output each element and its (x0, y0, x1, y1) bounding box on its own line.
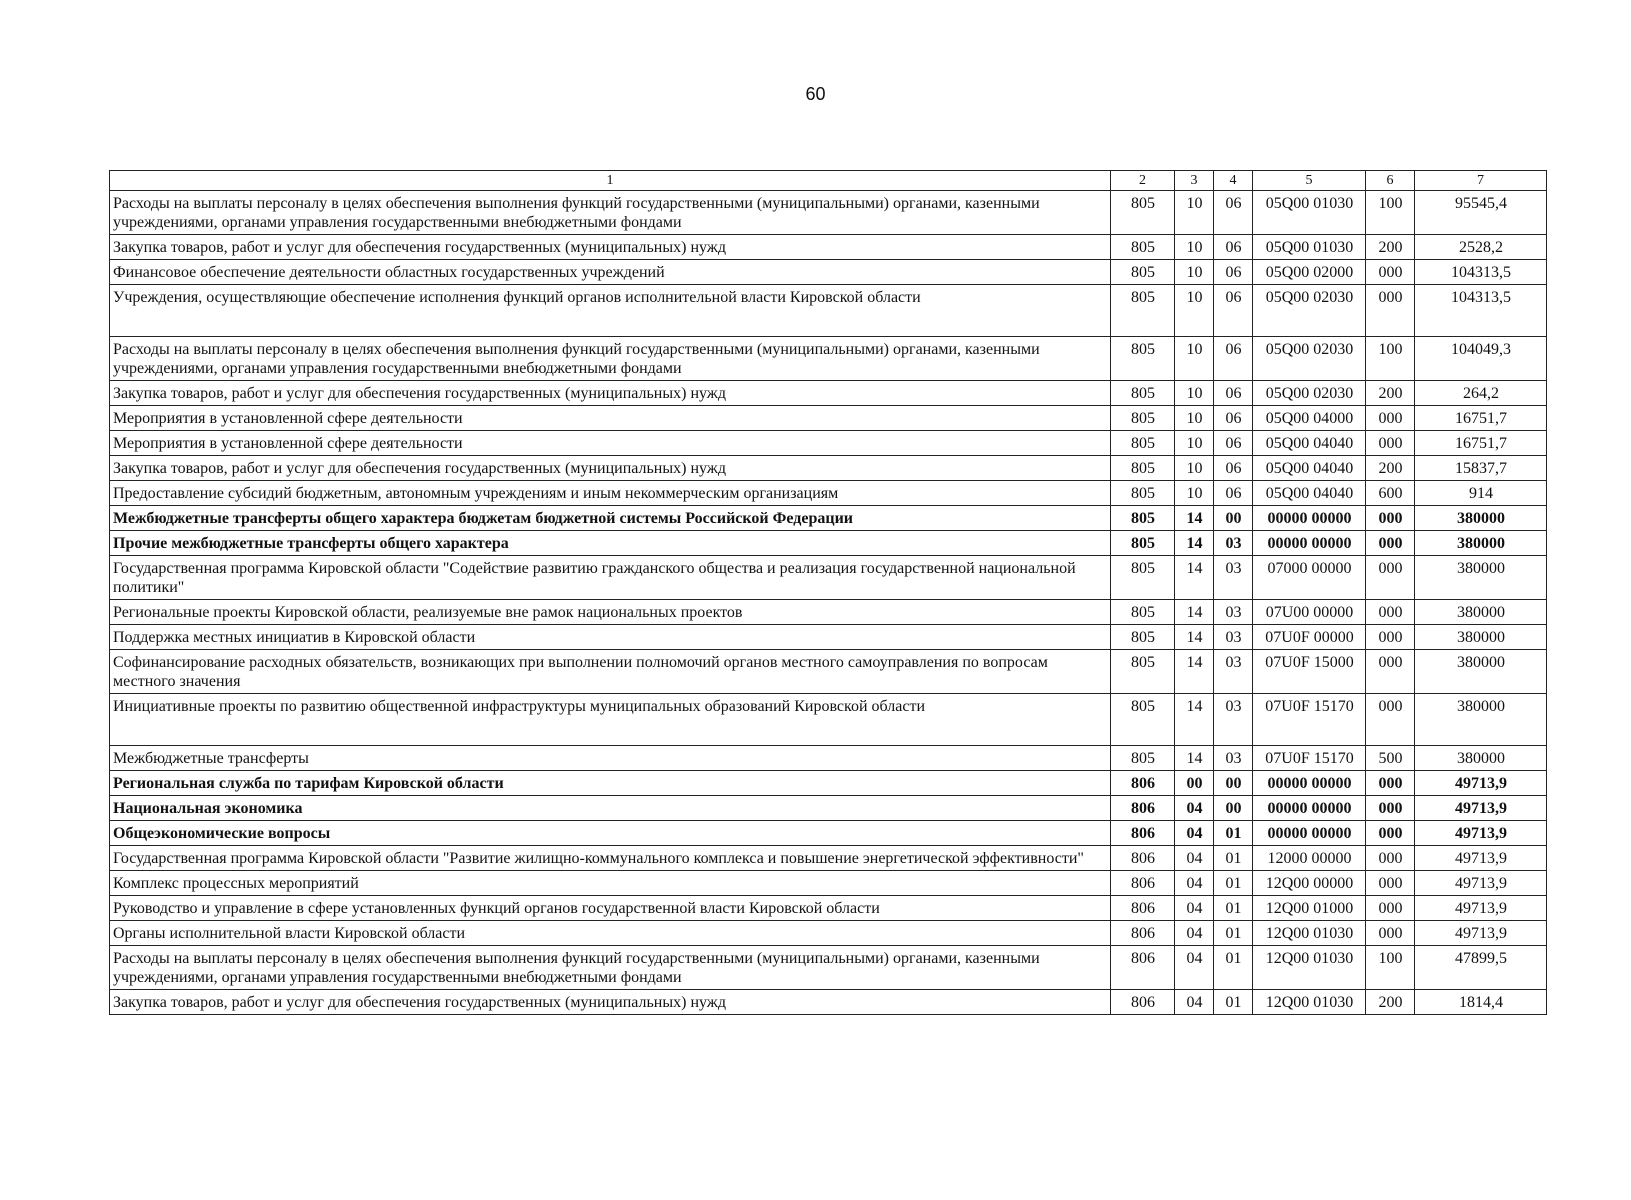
row-name-cell: Поддержка местных инициатив в Кировской области (110, 625, 1111, 650)
row-name-cell: Мероприятия в установленной сфере деятельности (110, 431, 1111, 456)
code-section-cell: 04 (1175, 846, 1214, 871)
row-name-cell: Предоставление субсидий бюджетным, автономным учреждениям и иным некоммерческим организациям (110, 481, 1111, 506)
amount-cell: 49713,9 (1415, 871, 1547, 896)
row-name-cell: Учреждения, осуществляющие обеспечение исполнения функций органов исполнительной власти Кировской области (110, 285, 1111, 337)
amount-cell: 264,2 (1415, 381, 1547, 406)
table-row (110, 746, 1547, 771)
code-section-cell: 10 (1175, 285, 1214, 337)
code-target-cell: 12Q00 01030 (1253, 946, 1366, 990)
code-subsection-cell: 03 (1214, 625, 1253, 650)
budget-table (109, 170, 1547, 1015)
code-subsection-cell: 06 (1214, 381, 1253, 406)
code-target-cell: 07000 00000 (1253, 556, 1366, 600)
amount-cell: 2528,2 (1415, 235, 1547, 260)
row-name-cell: Региональная служба по тарифам Кировской области (110, 771, 1111, 796)
page-number: 60 (805, 84, 826, 104)
code-subsection-cell: 03 (1214, 694, 1253, 746)
table-row (110, 821, 1547, 846)
code-subsection-cell: 03 (1214, 531, 1253, 556)
code-admin-cell: 805 (1111, 506, 1175, 531)
code-subsection-cell: 01 (1214, 896, 1253, 921)
code-subsection-cell: 01 (1214, 821, 1253, 846)
amount-cell: 380000 (1415, 746, 1547, 771)
amount-cell: 49713,9 (1415, 796, 1547, 821)
column-header: 6 (1366, 171, 1415, 191)
code-admin-cell: 806 (1111, 846, 1175, 871)
code-subsection-cell: 03 (1214, 746, 1253, 771)
table-row (110, 406, 1547, 431)
code-subsection-cell: 01 (1214, 921, 1253, 946)
row-name-cell: Национальная экономика (110, 796, 1111, 821)
code-expense-type-cell: 200 (1366, 381, 1415, 406)
code-target-cell: 00000 00000 (1253, 821, 1366, 846)
code-admin-cell: 806 (1111, 896, 1175, 921)
table-row (110, 771, 1547, 796)
code-subsection-cell: 06 (1214, 235, 1253, 260)
code-subsection-cell: 06 (1214, 191, 1253, 235)
row-name-cell: Мероприятия в установленной сфере деятельности (110, 406, 1111, 431)
amount-cell: 16751,7 (1415, 406, 1547, 431)
code-subsection-cell: 00 (1214, 771, 1253, 796)
amount-cell: 380000 (1415, 625, 1547, 650)
code-admin-cell: 805 (1111, 381, 1175, 406)
code-expense-type-cell: 000 (1366, 650, 1415, 694)
code-admin-cell: 805 (1111, 285, 1175, 337)
code-target-cell: 00000 00000 (1253, 796, 1366, 821)
code-section-cell: 14 (1175, 746, 1214, 771)
code-expense-type-cell: 200 (1366, 990, 1415, 1015)
code-expense-type-cell: 000 (1366, 600, 1415, 625)
table-row (110, 381, 1547, 406)
header-row (110, 171, 1547, 191)
table-row (110, 456, 1547, 481)
code-target-cell: 12Q00 01030 (1253, 990, 1366, 1015)
code-expense-type-cell: 000 (1366, 921, 1415, 946)
code-admin-cell: 806 (1111, 871, 1175, 896)
row-name-cell: Межбюджетные трансферты (110, 746, 1111, 771)
code-section-cell: 04 (1175, 946, 1214, 990)
table-row (110, 946, 1547, 990)
row-name-cell: Государственная программа Кировской области "Содействие развитию гражданского общества и реализация государственной национальной политики" (110, 556, 1111, 600)
code-expense-type-cell: 100 (1366, 337, 1415, 381)
amount-cell: 104313,5 (1415, 285, 1547, 337)
table-row (110, 531, 1547, 556)
code-section-cell: 10 (1175, 431, 1214, 456)
table-row (110, 921, 1547, 946)
amount-cell: 95545,4 (1415, 191, 1547, 235)
code-target-cell: 05Q00 02000 (1253, 260, 1366, 285)
code-section-cell: 04 (1175, 990, 1214, 1015)
table-row (110, 556, 1547, 600)
code-admin-cell: 806 (1111, 990, 1175, 1015)
code-subsection-cell: 01 (1214, 946, 1253, 990)
code-section-cell: 04 (1175, 896, 1214, 921)
amount-cell: 914 (1415, 481, 1547, 506)
table-row (110, 896, 1547, 921)
table-row (110, 846, 1547, 871)
code-section-cell: 10 (1175, 337, 1214, 381)
code-admin-cell: 805 (1111, 235, 1175, 260)
code-section-cell: 14 (1175, 650, 1214, 694)
code-target-cell: 05Q00 04040 (1253, 431, 1366, 456)
column-header: 5 (1253, 171, 1366, 191)
code-subsection-cell: 00 (1214, 796, 1253, 821)
code-expense-type-cell: 600 (1366, 481, 1415, 506)
code-subsection-cell: 01 (1214, 990, 1253, 1015)
code-target-cell: 07U0F 15170 (1253, 694, 1366, 746)
code-section-cell: 14 (1175, 506, 1214, 531)
code-section-cell: 10 (1175, 235, 1214, 260)
code-subsection-cell: 01 (1214, 846, 1253, 871)
amount-cell: 380000 (1415, 600, 1547, 625)
row-name-cell: Финансовое обеспечение деятельности областных государственных учреждений (110, 260, 1111, 285)
row-name-cell: Руководство и управление в сфере установленных функций органов государственной власти Кировской области (110, 896, 1111, 921)
row-name-cell: Закупка товаров, работ и услуг для обеспечения государственных (муниципальных) нужд (110, 235, 1111, 260)
row-name-cell: Расходы на выплаты персоналу в целях обеспечения выполнения функций государственными (муниципальными) органами, казенными учреждениями, органами управления государственными внебюджетными фондами (110, 191, 1111, 235)
code-target-cell: 12Q00 01000 (1253, 896, 1366, 921)
code-expense-type-cell: 000 (1366, 821, 1415, 846)
code-expense-type-cell: 000 (1366, 694, 1415, 746)
column-header: 7 (1415, 171, 1547, 191)
amount-cell: 16751,7 (1415, 431, 1547, 456)
column-header: 2 (1111, 171, 1175, 191)
code-target-cell: 00000 00000 (1253, 531, 1366, 556)
amount-cell: 380000 (1415, 650, 1547, 694)
code-expense-type-cell: 100 (1366, 191, 1415, 235)
row-name-cell: Закупка товаров, работ и услуг для обеспечения государственных (муниципальных) нужд (110, 456, 1111, 481)
code-section-cell: 14 (1175, 556, 1214, 600)
code-section-cell: 04 (1175, 871, 1214, 896)
code-expense-type-cell: 000 (1366, 846, 1415, 871)
code-section-cell: 00 (1175, 771, 1214, 796)
table-row (110, 600, 1547, 625)
code-expense-type-cell: 000 (1366, 406, 1415, 431)
code-section-cell: 14 (1175, 600, 1214, 625)
code-target-cell: 00000 00000 (1253, 506, 1366, 531)
code-admin-cell: 805 (1111, 650, 1175, 694)
code-target-cell: 07U0F 15000 (1253, 650, 1366, 694)
amount-cell: 49713,9 (1415, 921, 1547, 946)
row-name-cell: Закупка товаров, работ и услуг для обеспечения государственных (муниципальных) нужд (110, 990, 1111, 1015)
table-row (110, 337, 1547, 381)
amount-cell: 104313,5 (1415, 260, 1547, 285)
code-target-cell: 05Q00 04000 (1253, 406, 1366, 431)
code-admin-cell: 805 (1111, 694, 1175, 746)
code-expense-type-cell: 500 (1366, 746, 1415, 771)
table-row (110, 796, 1547, 821)
table-row (110, 990, 1547, 1015)
table-row (110, 871, 1547, 896)
row-name-cell: Расходы на выплаты персоналу в целях обеспечения выполнения функций государственными (муниципальными) органами, казенными учреждениями, органами управления государственными внебюджетными фондами (110, 946, 1111, 990)
code-target-cell: 07U00 00000 (1253, 600, 1366, 625)
code-admin-cell: 805 (1111, 625, 1175, 650)
code-section-cell: 10 (1175, 260, 1214, 285)
code-expense-type-cell: 000 (1366, 625, 1415, 650)
amount-cell: 380000 (1415, 506, 1547, 531)
code-expense-type-cell: 200 (1366, 235, 1415, 260)
code-target-cell: 07U0F 00000 (1253, 625, 1366, 650)
row-name-cell: Прочие межбюджетные трансферты общего характера (110, 531, 1111, 556)
code-admin-cell: 805 (1111, 260, 1175, 285)
code-expense-type-cell: 000 (1366, 531, 1415, 556)
table-row (110, 431, 1547, 456)
row-name-cell: Общеэкономические вопросы (110, 821, 1111, 846)
code-expense-type-cell: 000 (1366, 556, 1415, 600)
code-section-cell: 04 (1175, 921, 1214, 946)
amount-cell: 380000 (1415, 556, 1547, 600)
code-admin-cell: 805 (1111, 600, 1175, 625)
code-admin-cell: 806 (1111, 921, 1175, 946)
code-admin-cell: 806 (1111, 771, 1175, 796)
code-section-cell: 10 (1175, 456, 1214, 481)
table-row (110, 625, 1547, 650)
code-target-cell: 05Q00 04040 (1253, 456, 1366, 481)
amount-cell: 380000 (1415, 531, 1547, 556)
code-admin-cell: 805 (1111, 191, 1175, 235)
code-target-cell: 05Q00 02030 (1253, 381, 1366, 406)
code-admin-cell: 805 (1111, 556, 1175, 600)
amount-cell: 104049,3 (1415, 337, 1547, 381)
code-expense-type-cell: 000 (1366, 506, 1415, 531)
code-expense-type-cell: 100 (1366, 946, 1415, 990)
code-target-cell: 05Q00 02030 (1253, 285, 1366, 337)
code-section-cell: 10 (1175, 481, 1214, 506)
code-section-cell: 14 (1175, 625, 1214, 650)
code-target-cell: 05Q00 02030 (1253, 337, 1366, 381)
code-target-cell: 05Q00 01030 (1253, 235, 1366, 260)
code-expense-type-cell: 000 (1366, 896, 1415, 921)
amount-cell: 49713,9 (1415, 846, 1547, 871)
row-name-cell: Расходы на выплаты персоналу в целях обеспечения выполнения функций государственными (муниципальными) органами, казенными учреждениями, органами управления государственными внебюджетными фондами (110, 337, 1111, 381)
column-header: 3 (1175, 171, 1214, 191)
code-target-cell: 12Q00 00000 (1253, 871, 1366, 896)
code-section-cell: 10 (1175, 381, 1214, 406)
code-section-cell: 14 (1175, 694, 1214, 746)
amount-cell: 15837,7 (1415, 456, 1547, 481)
amount-cell: 49713,9 (1415, 771, 1547, 796)
row-name-cell: Комплекс процессных мероприятий (110, 871, 1111, 896)
table-row (110, 506, 1547, 531)
code-subsection-cell: 03 (1214, 556, 1253, 600)
code-admin-cell: 805 (1111, 337, 1175, 381)
code-admin-cell: 806 (1111, 796, 1175, 821)
code-admin-cell: 806 (1111, 821, 1175, 846)
row-name-cell: Органы исполнительной власти Кировской области (110, 921, 1111, 946)
code-expense-type-cell: 000 (1366, 871, 1415, 896)
code-admin-cell: 805 (1111, 406, 1175, 431)
amount-cell: 1814,4 (1415, 990, 1547, 1015)
code-subsection-cell: 06 (1214, 456, 1253, 481)
code-subsection-cell: 03 (1214, 600, 1253, 625)
column-header: 4 (1214, 171, 1253, 191)
table-row (110, 191, 1547, 235)
row-name-cell: Межбюджетные трансферты общего характера бюджетам бюджетной системы Российской Федерации (110, 506, 1111, 531)
code-subsection-cell: 03 (1214, 650, 1253, 694)
code-subsection-cell: 01 (1214, 871, 1253, 896)
code-target-cell: 00000 00000 (1253, 771, 1366, 796)
code-expense-type-cell: 000 (1366, 431, 1415, 456)
code-expense-type-cell: 000 (1366, 285, 1415, 337)
code-expense-type-cell: 000 (1366, 771, 1415, 796)
table-row (110, 481, 1547, 506)
code-expense-type-cell: 000 (1366, 260, 1415, 285)
code-section-cell: 14 (1175, 531, 1214, 556)
table-row (110, 260, 1547, 285)
code-subsection-cell: 06 (1214, 337, 1253, 381)
code-admin-cell: 806 (1111, 946, 1175, 990)
row-name-cell: Региональные проекты Кировской области, реализуемые вне рамок национальных проектов (110, 600, 1111, 625)
code-expense-type-cell: 000 (1366, 796, 1415, 821)
code-section-cell: 04 (1175, 821, 1214, 846)
amount-cell: 380000 (1415, 694, 1547, 746)
code-admin-cell: 805 (1111, 481, 1175, 506)
code-subsection-cell: 06 (1214, 285, 1253, 337)
code-subsection-cell: 06 (1214, 481, 1253, 506)
amount-cell: 47899,5 (1415, 946, 1547, 990)
code-target-cell: 12000 00000 (1253, 846, 1366, 871)
table-row (110, 650, 1547, 694)
code-target-cell: 05Q00 01030 (1253, 191, 1366, 235)
amount-cell: 49713,9 (1415, 821, 1547, 846)
code-admin-cell: 805 (1111, 431, 1175, 456)
code-section-cell: 04 (1175, 796, 1214, 821)
row-name-cell: Софинансирование расходных обязательств, возникающих при выполнении полномочий органов местного самоуправления по вопросам местного значения (110, 650, 1111, 694)
code-admin-cell: 805 (1111, 456, 1175, 481)
amount-cell: 49713,9 (1415, 896, 1547, 921)
code-section-cell: 10 (1175, 406, 1214, 431)
code-target-cell: 07U0F 15170 (1253, 746, 1366, 771)
code-subsection-cell: 06 (1214, 431, 1253, 456)
table-row (110, 694, 1547, 746)
table-row (110, 285, 1547, 337)
code-subsection-cell: 00 (1214, 506, 1253, 531)
column-header: 1 (110, 171, 1111, 191)
code-expense-type-cell: 200 (1366, 456, 1415, 481)
table-body (110, 191, 1547, 1015)
table-row (110, 235, 1547, 260)
row-name-cell: Закупка товаров, работ и услуг для обеспечения государственных (муниципальных) нужд (110, 381, 1111, 406)
code-subsection-cell: 06 (1214, 406, 1253, 431)
row-name-cell: Государственная программа Кировской области "Развитие жилищно-коммунального комплекса и повышение энергетической эффективности" (110, 846, 1111, 871)
code-subsection-cell: 06 (1214, 260, 1253, 285)
code-admin-cell: 805 (1111, 531, 1175, 556)
row-name-cell: Инициативные проекты по развитию общественной инфраструктуры муниципальных образований Кировской области (110, 694, 1111, 746)
code-section-cell: 10 (1175, 191, 1214, 235)
code-target-cell: 05Q00 04040 (1253, 481, 1366, 506)
code-target-cell: 12Q00 01030 (1253, 921, 1366, 946)
code-admin-cell: 805 (1111, 746, 1175, 771)
